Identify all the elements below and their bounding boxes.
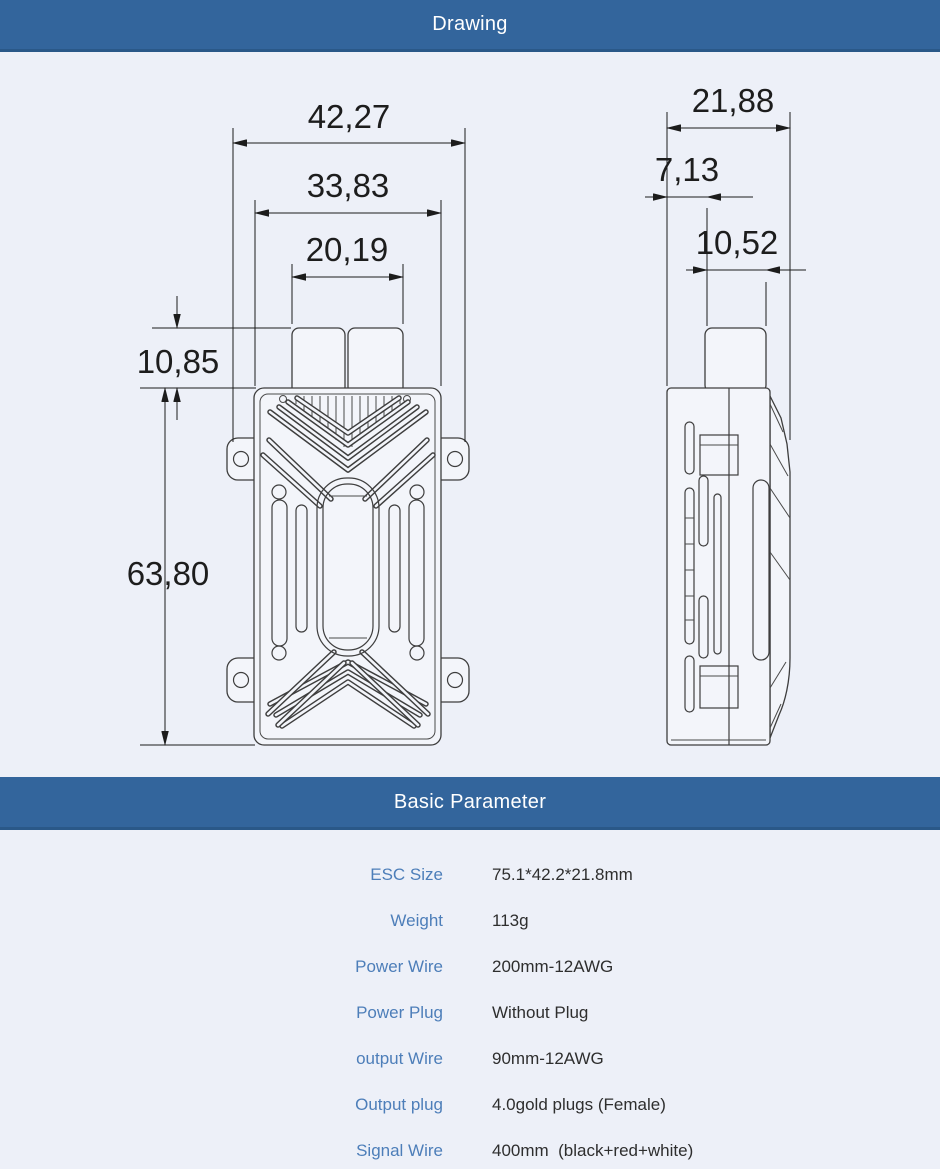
parameter-row <box>0 1082 940 1128</box>
parameter-label: Power Wire <box>355 957 443 976</box>
parameter-value: 90mm-12AWG <box>492 1049 604 1068</box>
parameter-row <box>0 990 940 1036</box>
parameter-label: ESC Size <box>370 865 443 884</box>
parameter-row <box>0 1036 940 1082</box>
side-body <box>667 388 770 745</box>
drawing-title: Drawing <box>432 13 508 35</box>
parameter-label: Weight <box>390 911 443 930</box>
parameter-value: 4.0gold plugs (Female) <box>492 1095 666 1114</box>
parameter-row <box>0 944 940 990</box>
dimension-drawing <box>0 52 940 777</box>
parameter-row <box>0 898 940 944</box>
parameter-value: 75.1*42.2*21.8mm <box>492 865 633 884</box>
side-tab <box>705 328 766 392</box>
top-connector-tabs <box>292 328 403 394</box>
parameters-table <box>0 852 940 1169</box>
parameter-label: output Wire <box>356 1049 443 1068</box>
dim-label-tab-depth: 10,52 <box>695 224 779 261</box>
cad-drawing-svg <box>0 52 940 777</box>
parameter-value: 200mm-12AWG <box>492 957 614 976</box>
dim-label-tab-width: 20,19 <box>305 231 389 268</box>
side-view <box>667 328 790 745</box>
dim-label-total-depth: 21,88 <box>691 82 775 119</box>
parameter-value: Without Plug <box>492 1003 589 1022</box>
parameter-label: Signal Wire <box>356 1141 443 1160</box>
parameters-title: Basic Parameter <box>393 790 547 813</box>
dim-label-tab-height: 10,85 <box>136 343 220 380</box>
dim-label-total-width: 42,27 <box>307 98 391 135</box>
parameter-row <box>0 1128 940 1169</box>
dim-label-edge-offset: 7,13 <box>654 151 720 188</box>
parameters-header-bar <box>0 777 940 830</box>
dim-label-body-height: 63,80 <box>126 555 210 592</box>
side-fin-profile <box>770 396 790 738</box>
front-view <box>227 328 469 745</box>
parameter-value: 400mm (black+red+white) <box>492 1141 694 1160</box>
drawing-header-bar <box>0 0 940 52</box>
parameter-value: 113g <box>492 911 529 930</box>
parameter-label: Output plug <box>355 1095 443 1114</box>
parameter-label: Power Plug <box>356 1003 443 1022</box>
dim-label-body-width: 33,83 <box>306 167 390 204</box>
parameter-row <box>0 852 940 898</box>
